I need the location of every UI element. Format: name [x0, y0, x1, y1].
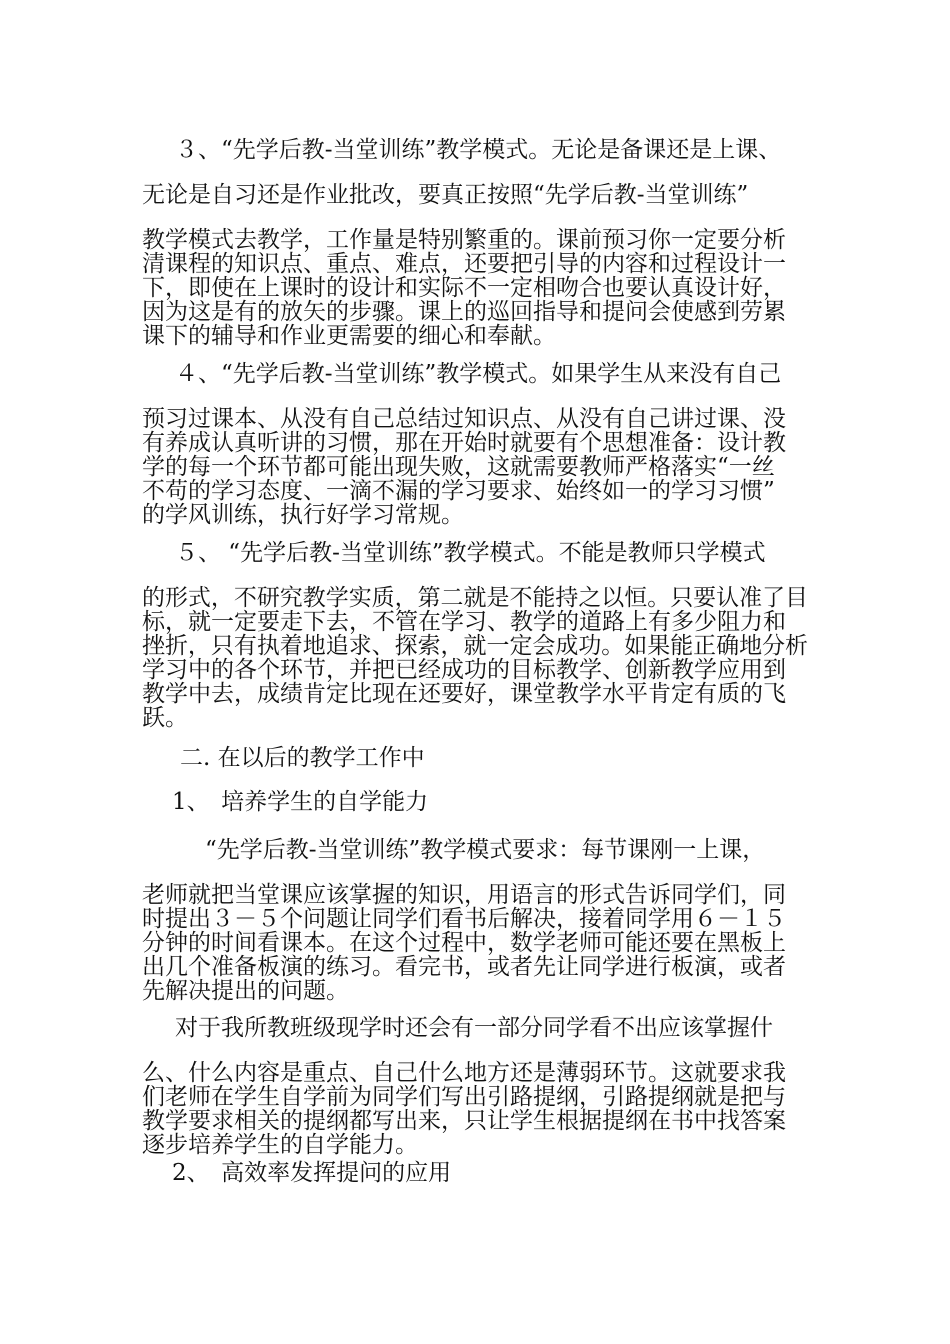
text-line: 下，即使在上课时的设计和实际不一定相吻合也要认真设计好， — [142, 275, 786, 301]
text-line: 教学模式去教学，工作量是特别繁重的。课前预习你一定要分析 — [142, 227, 786, 253]
text-line: 出几个准备板演的练习。看完书，或者先让同学进行板演，或者 — [142, 954, 786, 980]
text-line: ４、“先学后教-当堂训练”教学模式。如果学生从来没有自己 — [175, 361, 782, 387]
text-line: 不苟的学习态度、一滴不漏的学习要求、始终如一的学习习惯” — [142, 478, 775, 504]
text-line: 学的每一个环节都可能出现失败，这就需要教师严格落实“一丝 — [142, 454, 775, 480]
text-line: 么、什么内容是重点、自己什么地方还是薄弱环节。这就要求我 — [142, 1060, 786, 1086]
text-line: 课下的辅导和作业更需要的细心和奉献。 — [142, 323, 556, 349]
text-line: 逐步培养学生的自学能力。 — [142, 1132, 418, 1158]
text-line: “先学后教-当堂训练”教学模式要求：每节课刚一上课， — [205, 837, 766, 863]
text-line: 老师就把当堂课应该掌握的知识，用语言的形式告诉同学们，同 — [142, 882, 786, 908]
heading-text: 二. 在以后的教学工作中 — [180, 745, 425, 771]
text-line: 无论是自习还是作业批改，要真正按照“先学后教-当堂训练” — [142, 182, 749, 208]
text-line: ３、“先学后教-当堂训练”教学模式。无论是备课还是上课、 — [175, 137, 782, 163]
text-line: 有养成认真听讲的习惯，那在开始时就要有个思想准备：设计教 — [142, 430, 786, 456]
text-line: 因为这是有的放矢的步骤。课上的巡回指导和提问会使感到劳累 — [142, 299, 786, 325]
text-line: 预习过课本、从没有自己总结过知识点、从没有自己讲过课、没 — [142, 406, 786, 432]
subheading-text: 2、 高效率发挥提问的应用 — [172, 1160, 452, 1186]
text-line: 教学中去，成绩肯定比现在还要好，课堂教学水平肯定有质的飞 — [142, 681, 786, 707]
text-line: 对于我所教班级现学时还会有一部分同学看不出应该掌握什 — [175, 1015, 773, 1041]
text-line: 清课程的知识点、重点、难点，还要把引导的内容和过程设计一 — [142, 251, 786, 277]
text-line: 标，就一定要走下去，不管在学习、教学的道路上有多少阻力和 — [142, 609, 786, 635]
subheading-text: 1、 培养学生的自学能力 — [172, 789, 429, 815]
text-line: 学习中的各个环节，并把已经成功的目标教学、创新教学应用到 — [142, 657, 786, 683]
text-line: 教学要求相关的提纲都写出来，只让学生根据提纲在书中找答案 — [142, 1108, 786, 1134]
text-line: 先解决提出的问题。 — [142, 978, 349, 1004]
text-line: 跃。 — [142, 705, 188, 731]
text-line: 的形式，不研究教学实质，第二就是不能持之以恒。只要认准了目 — [142, 585, 808, 611]
text-line: ５、 “先学后教-当堂训练”教学模式。不能是教师只学模式 — [175, 540, 766, 566]
text-line: 的学风训练，执行好学习常规。 — [142, 502, 464, 528]
text-line: 挫折，只有执着地追求、探索，就一定会成功。如果能正确地分析 — [142, 633, 808, 659]
text-line: 分钟的时间看课本。在这个过程中，数学老师可能还要在黑板上 — [142, 930, 786, 956]
text-line: 们老师在学生自学前为同学们写出引路提纲，引路提纲就是把与 — [142, 1084, 786, 1110]
text-line: 时提出３－５个问题让同学们看书后解决，接着同学用６－１５ — [142, 906, 786, 932]
